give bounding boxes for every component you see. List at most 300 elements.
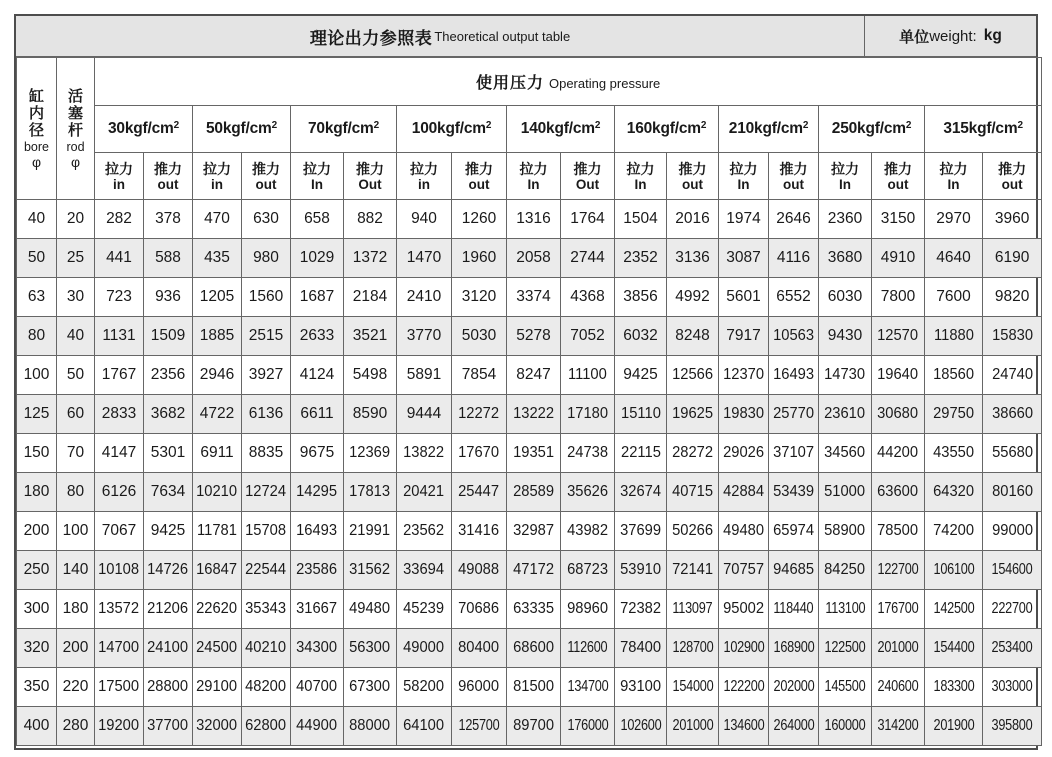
cell-value-text: 102600 xyxy=(620,717,661,734)
cell-value-text: 80 xyxy=(27,327,46,344)
cell-value-text: 72141 xyxy=(672,561,713,578)
cell-value-15 xyxy=(872,395,925,434)
cell-value-text: 2360 xyxy=(827,210,863,227)
cell-value-15 xyxy=(872,473,925,512)
push-subheader-0 xyxy=(144,153,193,200)
data-row-bore-150 xyxy=(17,434,1042,473)
cell-value-16 xyxy=(925,239,983,278)
cell-value-4 xyxy=(291,668,344,707)
cell-value-0 xyxy=(95,551,144,590)
cell-value-0 xyxy=(95,434,144,473)
cell-value-text: 980 xyxy=(253,249,279,266)
cell-value-text: 1504 xyxy=(623,210,658,227)
pressure-label: 30kgf/cm xyxy=(108,120,174,137)
cell-value-16 xyxy=(925,278,983,317)
cell-value-text: 240600 xyxy=(877,678,919,695)
pressure-superscript: 2 xyxy=(594,120,601,131)
cell-value-text: 9444 xyxy=(406,405,442,422)
cell-value-text: 220 xyxy=(62,678,89,695)
cell-value-text: 314200 xyxy=(877,717,919,734)
pull-label-zh: 拉力 xyxy=(303,160,331,177)
cell-value-text: 882 xyxy=(357,210,383,227)
cell-value-text: 80 xyxy=(66,483,85,500)
cell-value-text: 74200 xyxy=(933,522,974,539)
cell-value-text: 253400 xyxy=(991,639,1033,656)
pressure-header-5 xyxy=(615,106,719,153)
cell-value-text: 40700 xyxy=(296,678,338,695)
cell-value-text: 154000 xyxy=(672,678,713,695)
cell-value-text: 264000 xyxy=(773,717,815,734)
cell-value-text: 58200 xyxy=(403,678,445,695)
cell-value-12 xyxy=(719,473,769,512)
cell-value-8 xyxy=(507,434,561,473)
cell-bore xyxy=(17,629,57,668)
cell-value-16 xyxy=(925,551,983,590)
cell-value-text: 37699 xyxy=(620,522,661,539)
cell-value-1 xyxy=(144,356,193,395)
rod-header-char-0: 活 xyxy=(67,87,83,105)
cell-value-14 xyxy=(819,434,872,473)
cell-value-5 xyxy=(344,278,397,317)
cell-value-text: 134700 xyxy=(567,678,608,695)
cell-value-text: 19351 xyxy=(513,444,554,461)
cell-value-8 xyxy=(507,395,561,434)
cell-value-text: 12570 xyxy=(877,327,919,344)
cell-value-4 xyxy=(291,590,344,629)
cell-value-text: 17500 xyxy=(98,678,140,695)
cell-value-text: 23586 xyxy=(296,561,338,578)
cell-value-text: 10108 xyxy=(98,561,140,578)
push-label-zh: 推力 xyxy=(252,160,280,177)
cell-bore xyxy=(17,200,57,239)
cell-rod xyxy=(57,356,95,395)
cell-value-4 xyxy=(291,434,344,473)
cell-value-text: 1885 xyxy=(199,327,235,344)
cell-value-text: 17670 xyxy=(458,444,500,461)
unit-label-zh: 单位 xyxy=(899,28,930,46)
cell-value-text: 183300 xyxy=(933,678,974,695)
cell-value-14 xyxy=(819,200,872,239)
cell-value-text: 32987 xyxy=(513,522,554,539)
push-label-en: Out xyxy=(358,176,382,192)
push-label-zh: 推力 xyxy=(356,160,384,177)
cell-value-text: 12724 xyxy=(245,483,287,500)
cell-value-text: 64320 xyxy=(933,483,974,500)
cell-value-text: 282 xyxy=(106,210,132,227)
cell-value-16 xyxy=(925,473,983,512)
cell-value-text: 4640 xyxy=(936,249,971,266)
pressure-header-7 xyxy=(819,106,925,153)
cell-value-6 xyxy=(397,356,452,395)
cell-value-2 xyxy=(193,278,242,317)
pressure-label: 250kgf/cm xyxy=(831,120,906,137)
cell-value-8 xyxy=(507,473,561,512)
cell-value-4 xyxy=(291,707,344,746)
cell-value-10 xyxy=(615,590,667,629)
cell-value-16 xyxy=(925,707,983,746)
cell-value-0 xyxy=(95,512,144,551)
cell-value-text: 5891 xyxy=(406,366,442,383)
cell-value-8 xyxy=(507,356,561,395)
cell-value-5 xyxy=(344,629,397,668)
cell-value-text: 70 xyxy=(66,444,85,461)
cell-rod xyxy=(57,317,95,356)
cell-value-text: 1029 xyxy=(299,249,335,266)
cell-value-text: 3087 xyxy=(726,249,761,266)
cell-value-text: 62800 xyxy=(245,717,287,734)
cell-value-14 xyxy=(819,278,872,317)
cell-value-1 xyxy=(144,668,193,707)
cell-value-16 xyxy=(925,434,983,473)
cell-value-text: 1960 xyxy=(461,249,497,266)
cell-value-text: 150 xyxy=(23,444,50,461)
cell-value-text: 6032 xyxy=(623,327,658,344)
cell-value-12 xyxy=(719,512,769,551)
cell-value-text: 14295 xyxy=(296,483,338,500)
cell-value-text: 122200 xyxy=(723,678,765,695)
cell-value-14 xyxy=(819,356,872,395)
pressure-header-4 xyxy=(507,106,615,153)
cell-value-text: 350 xyxy=(23,678,50,695)
cell-value-text: 113100 xyxy=(824,600,866,617)
cell-value-text: 51000 xyxy=(824,483,866,500)
cell-value-text: 14700 xyxy=(98,639,140,656)
cell-value-text: 65974 xyxy=(773,522,814,539)
cell-value-2 xyxy=(193,395,242,434)
cell-value-text: 3150 xyxy=(880,210,916,227)
cell-value-text: 25447 xyxy=(458,483,500,500)
cell-value-text: 588 xyxy=(155,249,181,266)
cell-value-text: 180 xyxy=(62,600,89,617)
pressure-header-0 xyxy=(95,106,193,153)
cell-value-3 xyxy=(242,668,291,707)
cell-value-text: 19200 xyxy=(98,717,140,734)
cell-value-text: 29100 xyxy=(196,678,238,695)
cell-value-0 xyxy=(95,590,144,629)
cell-value-11 xyxy=(667,200,719,239)
cell-value-text: 6126 xyxy=(101,483,137,500)
pressure-label: 315kgf/cm xyxy=(943,120,1018,137)
cell-value-11 xyxy=(667,668,719,707)
cell-value-text: 50 xyxy=(27,249,46,266)
push-label-en: out xyxy=(682,176,703,192)
cell-value-15 xyxy=(872,512,925,551)
cell-value-2 xyxy=(193,200,242,239)
cell-value-11 xyxy=(667,707,719,746)
cell-value-text: 6911 xyxy=(200,444,234,461)
cell-value-text: 4124 xyxy=(299,366,335,383)
cell-value-text: 6030 xyxy=(827,288,863,305)
data-row-bore-250 xyxy=(17,551,1042,590)
cell-value-text: 15830 xyxy=(991,327,1033,344)
cell-value-12 xyxy=(719,395,769,434)
cell-value-text: 35626 xyxy=(567,483,608,500)
cell-value-text: 53910 xyxy=(620,561,661,578)
cell-value-3 xyxy=(242,551,291,590)
cell-value-text: 3120 xyxy=(461,288,497,305)
cell-value-text: 168900 xyxy=(773,639,815,656)
cell-value-text: 96000 xyxy=(458,678,500,695)
cell-value-text: 81500 xyxy=(513,678,554,695)
cell-value-6 xyxy=(397,629,452,668)
cell-value-text: 63335 xyxy=(513,600,554,617)
cell-value-16 xyxy=(925,512,983,551)
cell-value-12 xyxy=(719,200,769,239)
cell-value-3 xyxy=(242,356,291,395)
pull-subheader-2 xyxy=(291,153,344,200)
cell-value-text: 95002 xyxy=(723,600,764,617)
cell-value-text: 723 xyxy=(106,288,132,305)
cell-value-text: 49480 xyxy=(723,522,764,539)
cell-value-text: 37700 xyxy=(147,717,189,734)
cell-value-13 xyxy=(769,239,819,278)
cell-value-7 xyxy=(452,668,507,707)
cell-value-16 xyxy=(925,629,983,668)
cell-value-text: 68600 xyxy=(513,639,554,656)
cell-value-9 xyxy=(561,590,615,629)
cell-value-14 xyxy=(819,512,872,551)
cell-value-3 xyxy=(242,590,291,629)
cell-value-6 xyxy=(397,551,452,590)
pull-subheader-8 xyxy=(925,153,983,200)
pressure-label: 160kgf/cm xyxy=(626,120,701,137)
cell-value-text: 12566 xyxy=(672,366,713,383)
pressure-values-row xyxy=(17,106,1042,153)
cell-value-text: 67300 xyxy=(349,678,391,695)
cell-value-text: 395800 xyxy=(991,717,1033,734)
cell-value-2 xyxy=(193,239,242,278)
cell-value-text: 2016 xyxy=(675,210,710,227)
cell-value-2 xyxy=(193,434,242,473)
cell-value-text: 23562 xyxy=(403,522,445,539)
cell-value-text: 13222 xyxy=(513,405,554,422)
cell-value-1 xyxy=(144,551,193,590)
cell-value-0 xyxy=(95,317,144,356)
cell-value-15 xyxy=(872,317,925,356)
cell-value-text: 9430 xyxy=(827,327,863,344)
cell-value-text: 11100 xyxy=(568,366,607,383)
cell-value-text: 154600 xyxy=(991,561,1033,578)
push-subheader-5 xyxy=(667,153,719,200)
cell-value-14 xyxy=(819,668,872,707)
push-subheader-3 xyxy=(452,153,507,200)
cell-value-11 xyxy=(667,317,719,356)
cell-value-12 xyxy=(719,707,769,746)
cell-value-text: 7800 xyxy=(880,288,916,305)
cell-value-text: 113097 xyxy=(672,600,713,617)
push-subheader-6 xyxy=(769,153,819,200)
cell-value-text: 6190 xyxy=(994,249,1030,266)
cell-value-text: 34300 xyxy=(296,639,338,656)
cell-value-text: 1767 xyxy=(101,366,137,383)
cell-value-8 xyxy=(507,278,561,317)
cell-value-text: 21206 xyxy=(147,600,189,617)
pull-subheader-4 xyxy=(507,153,561,200)
cell-value-text: 940 xyxy=(411,210,437,227)
cell-value-2 xyxy=(193,668,242,707)
cell-value-text: 176700 xyxy=(877,600,919,617)
cell-value-text: 49480 xyxy=(349,600,391,617)
pull-label-zh: 拉力 xyxy=(626,160,655,177)
operating-pressure-en: Operating pressure xyxy=(548,76,661,91)
cell-value-15 xyxy=(872,590,925,629)
cell-value-text: 1560 xyxy=(248,288,284,305)
cell-value-text: 8247 xyxy=(516,366,551,383)
cell-value-text: 2515 xyxy=(248,327,284,344)
cell-value-4 xyxy=(291,317,344,356)
cell-value-text: 30680 xyxy=(877,405,919,422)
cell-value-text: 89700 xyxy=(513,717,554,734)
push-label-en: out xyxy=(157,176,179,192)
cell-value-11 xyxy=(667,590,719,629)
cell-value-text: 1974 xyxy=(726,210,761,227)
cell-value-14 xyxy=(819,551,872,590)
data-row-bore-100 xyxy=(17,356,1042,395)
cell-value-text: 222700 xyxy=(991,600,1033,617)
cell-value-text: 42884 xyxy=(723,483,764,500)
pull-subheader-5 xyxy=(615,153,667,200)
cell-value-text: 201000 xyxy=(672,717,713,734)
unit-value: kg xyxy=(983,27,1002,44)
cell-value-4 xyxy=(291,512,344,551)
cell-value-text: 140 xyxy=(62,561,89,578)
cell-bore xyxy=(17,317,57,356)
cell-value-text: 2744 xyxy=(570,249,605,266)
cell-value-8 xyxy=(507,239,561,278)
pressure-label: 140kgf/cm xyxy=(520,120,595,137)
pressure-superscript: 2 xyxy=(802,120,809,131)
cell-rod xyxy=(57,239,95,278)
cell-value-1 xyxy=(144,707,193,746)
cell-value-7 xyxy=(452,356,507,395)
cell-value-text: 22620 xyxy=(196,600,238,617)
cell-value-text: 43550 xyxy=(933,444,974,461)
push-label-en: Out xyxy=(575,176,600,192)
bore-header-char-0: 缸 xyxy=(28,87,44,105)
cell-value-text: 202000 xyxy=(773,678,815,695)
cell-value-2 xyxy=(193,629,242,668)
cell-value-3 xyxy=(242,434,291,473)
cell-value-text: 435 xyxy=(204,249,230,266)
bore-header-char-2: 径 xyxy=(28,121,44,139)
cell-value-1 xyxy=(144,512,193,551)
push-label-zh: 推力 xyxy=(678,160,707,177)
cell-value-13 xyxy=(769,629,819,668)
cell-value-text: 8590 xyxy=(352,405,388,422)
cell-bore xyxy=(17,551,57,590)
cell-value-text: 106100 xyxy=(933,561,974,578)
cell-value-12 xyxy=(719,356,769,395)
cell-value-text: 8835 xyxy=(248,444,284,461)
cell-value-5 xyxy=(344,512,397,551)
pressure-label: 50kgf/cm xyxy=(206,120,272,137)
pull-label-en: In xyxy=(947,176,960,192)
cell-value-1 xyxy=(144,629,193,668)
pull-label-en: in xyxy=(113,176,125,192)
cell-value-text: 28272 xyxy=(672,444,713,461)
cell-value-0 xyxy=(95,707,144,746)
cell-value-text: 11880 xyxy=(933,327,974,344)
rod-header-phi: φ xyxy=(70,153,81,170)
cell-value-11 xyxy=(667,434,719,473)
push-label-zh: 推力 xyxy=(573,160,602,177)
cell-value-text: 64100 xyxy=(403,717,445,734)
cell-value-text: 2356 xyxy=(150,366,186,383)
cell-value-13 xyxy=(769,395,819,434)
cell-bore xyxy=(17,278,57,317)
cell-value-text: 936 xyxy=(155,288,181,305)
cell-value-text: 9425 xyxy=(623,366,658,383)
cell-value-text: 3960 xyxy=(994,210,1030,227)
data-row-bore-350 xyxy=(17,668,1042,707)
cell-value-text: 44200 xyxy=(877,444,919,461)
cell-value-text: 19640 xyxy=(877,366,919,383)
cell-value-text: 1260 xyxy=(461,210,497,227)
cell-value-text: 13822 xyxy=(403,444,445,461)
cell-value-5 xyxy=(344,707,397,746)
cell-value-text: 303000 xyxy=(991,678,1033,695)
cell-value-11 xyxy=(667,512,719,551)
cell-value-6 xyxy=(397,317,452,356)
cell-value-text: 25 xyxy=(66,249,85,266)
cell-value-4 xyxy=(291,200,344,239)
cell-value-text: 4147 xyxy=(101,444,137,461)
cell-value-text: 134600 xyxy=(723,717,765,734)
cell-value-10 xyxy=(615,473,667,512)
cell-value-2 xyxy=(193,551,242,590)
cell-value-15 xyxy=(872,356,925,395)
cell-value-7 xyxy=(452,395,507,434)
cell-value-text: 250 xyxy=(23,561,50,578)
cell-value-text: 180 xyxy=(23,483,50,500)
pull-label-en: In xyxy=(839,176,851,192)
cell-value-17 xyxy=(983,317,1042,356)
cell-value-1 xyxy=(144,239,193,278)
cell-value-3 xyxy=(242,395,291,434)
cell-value-text: 122700 xyxy=(877,561,919,578)
cell-value-14 xyxy=(819,317,872,356)
cell-value-14 xyxy=(819,395,872,434)
cell-value-text: 18560 xyxy=(933,366,974,383)
cell-value-0 xyxy=(95,356,144,395)
cell-value-text: 12370 xyxy=(723,366,764,383)
cell-value-text: 630 xyxy=(253,210,279,227)
cell-value-text: 68723 xyxy=(567,561,608,578)
cell-value-text: 15110 xyxy=(620,405,661,422)
pull-label-zh: 拉力 xyxy=(410,160,438,177)
cell-value-11 xyxy=(667,629,719,668)
cell-value-text: 28589 xyxy=(513,483,554,500)
pull-subheader-6 xyxy=(719,153,769,200)
cell-value-text: 100 xyxy=(62,522,89,539)
cell-value-4 xyxy=(291,629,344,668)
cell-value-3 xyxy=(242,473,291,512)
cell-value-3 xyxy=(242,317,291,356)
cell-value-17 xyxy=(983,434,1042,473)
cell-value-8 xyxy=(507,629,561,668)
rod-header-latin: rod xyxy=(66,139,85,154)
cell-value-5 xyxy=(344,239,397,278)
cell-value-text: 7634 xyxy=(150,483,186,500)
pressure-header-2 xyxy=(291,106,397,153)
cell-value-text: 72382 xyxy=(620,600,661,617)
data-row-bore-125 xyxy=(17,395,1042,434)
cell-value-text: 2633 xyxy=(299,327,335,344)
cell-value-4 xyxy=(291,395,344,434)
push-label-zh: 推力 xyxy=(884,160,912,177)
pull-label-zh: 拉力 xyxy=(203,160,231,177)
rod-header-char-2: 杆 xyxy=(67,121,83,139)
